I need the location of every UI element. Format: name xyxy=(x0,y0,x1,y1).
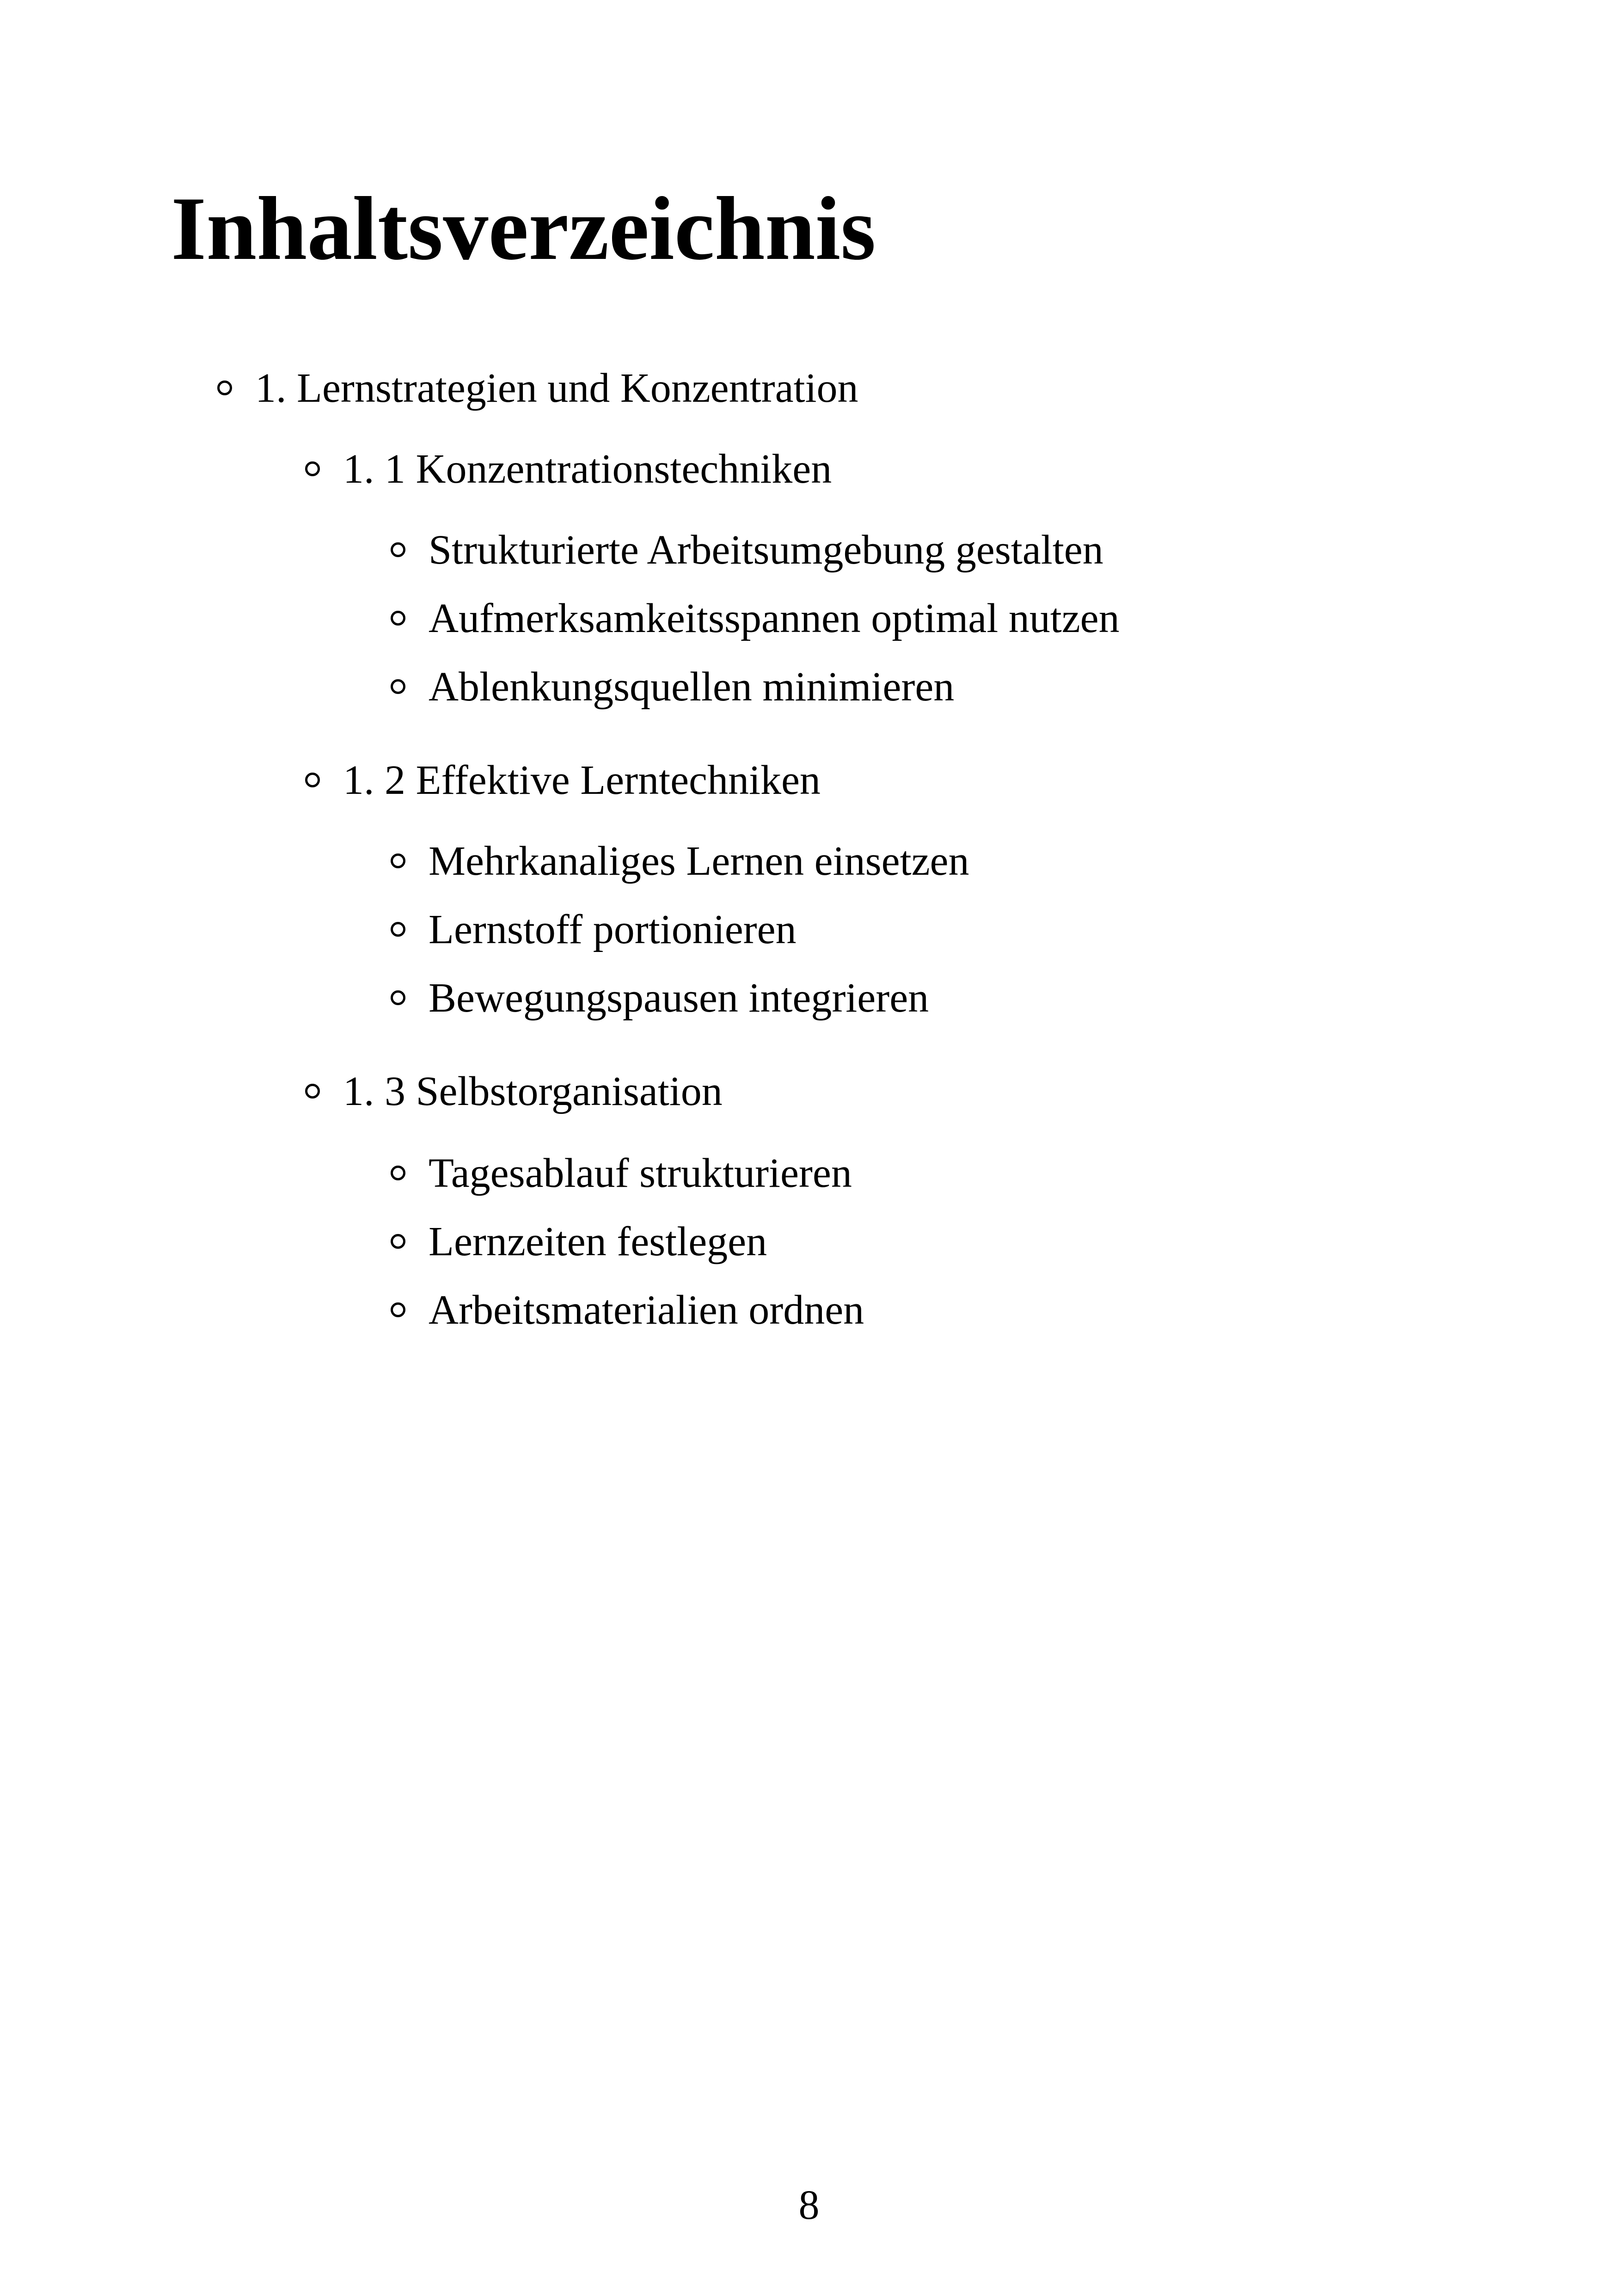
toc-item[interactable] xyxy=(391,836,969,887)
toc-item-label: Arbeitsmaterialien ordnen xyxy=(429,1287,864,1333)
toc-section-label: 1. 2 Effektive Lerntechniken xyxy=(343,757,821,803)
page-number: 8 xyxy=(798,2182,820,2228)
circle-bullet-icon xyxy=(391,990,405,1005)
toc-item-label: Aufmerksamkeitsspannen optimal nutzen xyxy=(429,595,1120,641)
circle-bullet-icon xyxy=(391,1234,405,1249)
toc-item-label: Ablenkungsquellen minimieren xyxy=(429,664,955,710)
toc-section-label: 1. 1 Konzentrationstechniken xyxy=(343,446,832,492)
toc-section[interactable] xyxy=(305,444,832,495)
toc-item[interactable] xyxy=(391,525,1103,576)
toc-item-label: Bewegungspausen integrieren xyxy=(429,975,929,1021)
toc-item-label: Lernzeiten festlegen xyxy=(429,1219,767,1265)
circle-bullet-icon xyxy=(217,381,232,395)
toc-item-label: Tagesablauf strukturieren xyxy=(429,1150,852,1196)
toc-chapter-label: 1. Lernstrategien und Konzentration xyxy=(255,365,858,411)
page-title: Inhaltsverzeichnis xyxy=(171,178,876,279)
circle-bullet-icon xyxy=(391,853,405,868)
circle-bullet-icon xyxy=(305,461,320,476)
circle-bullet-icon xyxy=(391,679,405,694)
circle-bullet-icon xyxy=(391,922,405,937)
toc-section-label: 1. 3 Selbstorganisation xyxy=(343,1068,723,1114)
toc-item-label: Mehrkanaliges Lernen einsetzen xyxy=(429,838,969,884)
toc-section[interactable] xyxy=(305,1066,723,1117)
circle-bullet-icon xyxy=(305,773,320,787)
toc-item[interactable] xyxy=(391,904,797,955)
circle-bullet-icon xyxy=(391,1166,405,1180)
toc-item-label: Strukturierte Arbeitsumgebung gestalten xyxy=(429,527,1103,573)
toc-chapter[interactable] xyxy=(217,363,858,414)
toc-item[interactable] xyxy=(391,1285,864,1336)
toc-section[interactable] xyxy=(305,755,821,806)
circle-bullet-icon xyxy=(391,611,405,626)
toc-item-label: Lernstoff portionieren xyxy=(429,907,797,952)
circle-bullet-icon xyxy=(391,1302,405,1317)
toc-item[interactable] xyxy=(391,593,1120,644)
toc-item[interactable] xyxy=(391,662,954,712)
toc-item[interactable] xyxy=(391,973,929,1024)
toc-item[interactable] xyxy=(391,1216,767,1267)
toc-item[interactable] xyxy=(391,1148,852,1199)
circle-bullet-icon xyxy=(391,542,405,557)
circle-bullet-icon xyxy=(305,1084,320,1099)
